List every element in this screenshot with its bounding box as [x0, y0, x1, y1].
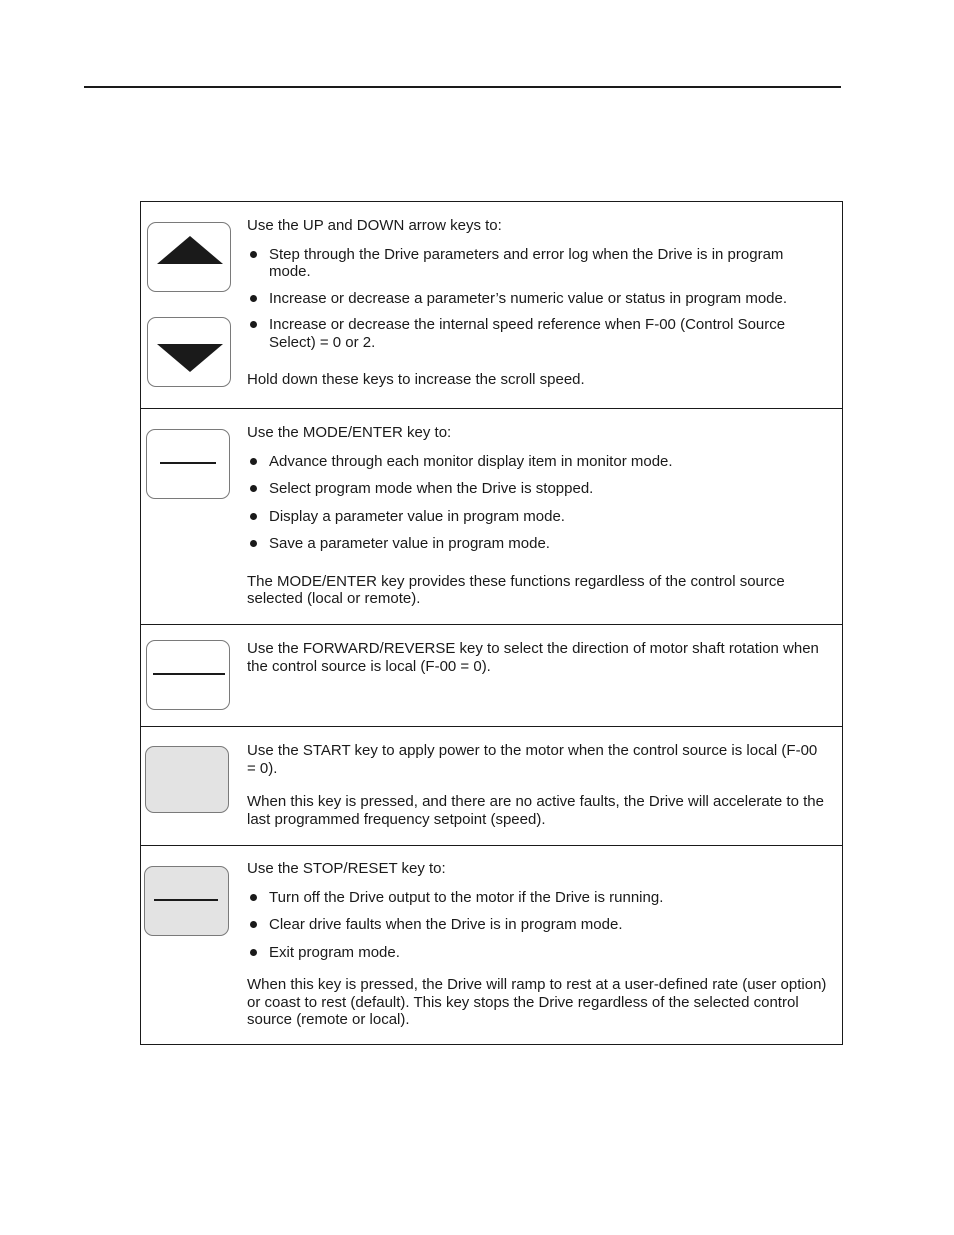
description-cell: [247, 409, 842, 608]
description-cell: [247, 202, 842, 389]
up-arrow-key: [147, 222, 231, 292]
bullet-icon: [250, 513, 257, 520]
key-legend-line: [160, 462, 216, 464]
bullet-icon: [250, 949, 257, 956]
list-item: Turn off the Drive output to the motor if the Drive is running.: [247, 889, 828, 907]
row-note: When this key is pressed, the Drive will ramp to rest at a user-defined rate (user option) or coast to rest (default). This key stops the Drive regardless of the selected control source (remote or local).: [247, 976, 827, 1028]
bullet-icon: [250, 921, 257, 928]
row-intro: Use the UP and DOWN arrow keys to:: [247, 217, 502, 234]
bullet-icon: [250, 458, 257, 465]
list-item: Save a parameter value in program mode.: [247, 535, 828, 553]
up-arrow-icon: [157, 236, 223, 264]
key-legend-line: [153, 673, 225, 675]
key-illustration-cell: [141, 625, 241, 726]
row-note: When this key is pressed, and there are no active faults, the Drive will accelerate to the last programmed frequency setpoint (speed).: [247, 793, 824, 828]
key-illustration-cell: [141, 727, 241, 845]
bullet-list: [247, 246, 828, 352]
row-intro: Use the STOP/RESET key to:: [247, 860, 446, 877]
key-illustration-cell: [141, 202, 241, 408]
table-row-mode-enter-key: [141, 409, 842, 625]
header-rule: [84, 86, 841, 88]
bullet-icon: [250, 295, 257, 302]
bullet-icon: [250, 321, 257, 328]
description-cell: [247, 625, 842, 675]
table-row-stop-reset-key: [141, 846, 842, 1044]
down-arrow-key: [147, 317, 231, 387]
list-item: Select program mode when the Drive is stopped.: [247, 480, 828, 498]
keypad-key-table: [140, 201, 843, 1045]
row-intro: Use the FORWARD/REVERSE key to select the direction of motor shaft rotation when the control source is local (F-00 = 0).: [247, 640, 819, 675]
forward-reverse-key: [146, 640, 230, 710]
key-illustration-cell: [141, 846, 241, 1044]
list-item: Increase or decrease a parameter’s numeric value or status in program mode.: [247, 290, 828, 308]
table-row-up-down-keys: [141, 202, 842, 409]
row-note: Hold down these keys to increase the scroll speed.: [247, 371, 585, 388]
bullet-icon: [250, 540, 257, 547]
bullet-list: [247, 453, 828, 553]
list-item: Increase or decrease the internal speed reference when F-00 (Control Source Select) = 0 or 2.: [247, 316, 828, 351]
description-cell: [247, 727, 842, 828]
list-item: Exit program mode.: [247, 944, 828, 962]
bullet-list: [247, 889, 828, 962]
bullet-icon: [250, 485, 257, 492]
key-legend-line: [154, 899, 218, 901]
bullet-icon: [250, 251, 257, 258]
description-cell: [247, 846, 842, 1029]
down-arrow-icon: [157, 344, 223, 372]
table-row-forward-reverse-key: [141, 625, 842, 727]
row-intro: Use the START key to apply power to the motor when the control source is local (F-00 = 0).: [247, 742, 818, 777]
list-item: Clear drive faults when the Drive is in program mode.: [247, 916, 828, 934]
mode-enter-key: [146, 429, 230, 499]
list-item: Display a parameter value in program mode.: [247, 508, 828, 526]
table-row-start-key: [141, 727, 842, 846]
list-item: Advance through each monitor display item in monitor mode.: [247, 453, 828, 471]
row-note: The MODE/ENTER key provides these functions regardless of the control source selected (local or remote).: [247, 572, 785, 607]
key-illustration-cell: [141, 409, 241, 624]
start-key: [145, 746, 229, 813]
row-intro: Use the MODE/ENTER key to:: [247, 424, 452, 441]
bullet-icon: [250, 894, 257, 901]
list-item: Step through the Drive parameters and error log when the Drive is in program mode.: [247, 246, 828, 281]
stop-reset-key: [144, 866, 229, 936]
